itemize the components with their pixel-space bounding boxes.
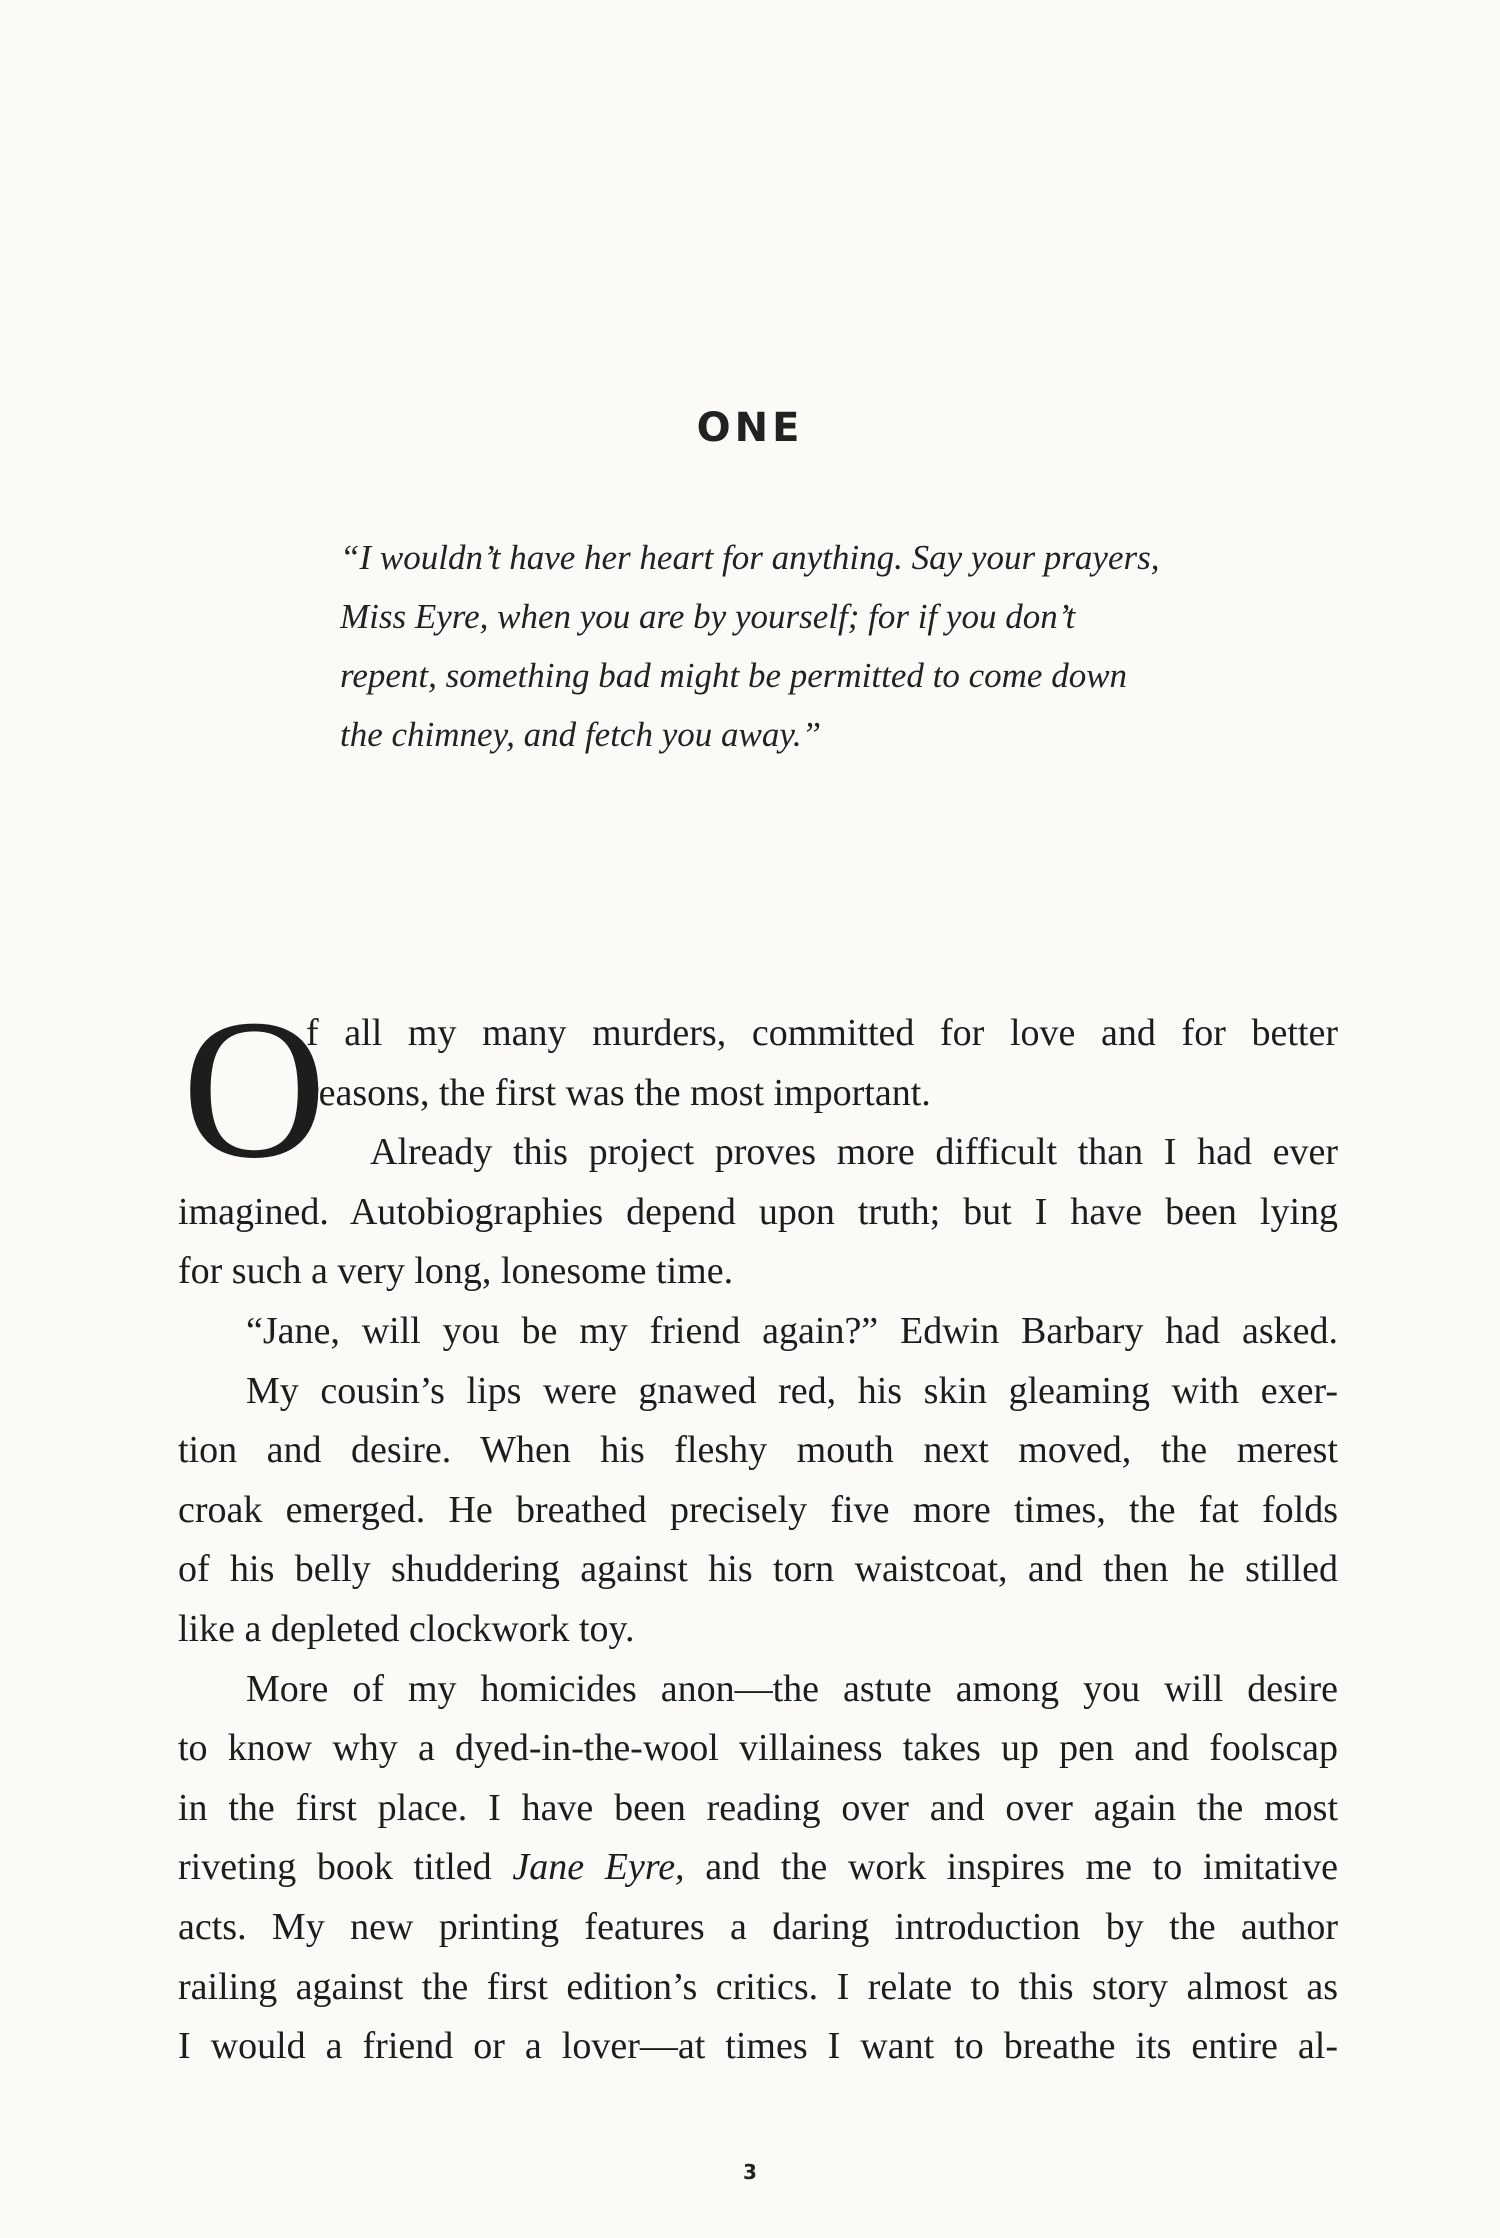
- body-line: in the first place. I have been reading over and over again the most: [178, 1786, 1338, 1829]
- drop-cap: O: [182, 979, 327, 1200]
- body-line: to know why a dyed-in-the-wool villainess takes up pen and foolscap: [178, 1727, 1338, 1770]
- body-line: “Jane, will you be my friend again?” Edwin Barbary had asked.: [246, 1309, 1338, 1352]
- body-line: f all my many murders, committed for love and for better: [306, 1012, 1338, 1054]
- body-line: croak emerged. He breathed precisely five more times, the fat folds: [178, 1488, 1338, 1531]
- body-line: railing against the first edition’s critics. I relate to this story almost as: [178, 1965, 1338, 2008]
- chapter-title: ONE: [696, 405, 804, 451]
- book-title: Jane Eyre,: [512, 1846, 685, 1889]
- body-line: acts. My new printing features a daring introduction by the author: [178, 1905, 1338, 1948]
- body-line: [178, 1838, 1338, 1898]
- body-line-segment: riveting book titled: [178, 1846, 513, 1889]
- body-line: tion and desire. When his fleshy mouth next moved, the merest: [178, 1429, 1338, 1472]
- body-line: of his belly shuddering against his torn waistcoat, and then he stilled: [178, 1548, 1338, 1591]
- epigraph-line: Miss Eyre, when you are by yourself; for if you don’t: [340, 597, 1076, 636]
- body-line: imagined. Autobiographies depend upon truth; but I have been lying: [178, 1190, 1338, 1233]
- page-number: 3: [743, 2160, 757, 2184]
- body-line: I would a friend or a lover—at times I want to breathe its entire al-: [178, 2025, 1338, 2068]
- epigraph-line: the chimney, and fetch you away.”: [340, 715, 822, 754]
- body-line: like a depleted clockwork toy.: [178, 1607, 635, 1650]
- body-line: for such a very long, lonesome time.: [178, 1250, 734, 1293]
- body-line: reasons, the first was the most important.: [306, 1071, 931, 1114]
- body-line: Already this project proves more difficult than I had ever: [370, 1131, 1338, 1174]
- epigraph: [340, 528, 1240, 764]
- body-line-segment: and the work inspires me to imitative: [684, 1846, 1338, 1889]
- body-line: More of my homicides anon—the astute among you will desire: [246, 1667, 1338, 1710]
- body-text: [178, 1004, 1338, 2077]
- epigraph-line: “I wouldn’t have her heart for anything. Say your prayers,: [340, 538, 1160, 577]
- epigraph-line: repent, something bad might be permitted to come down: [340, 656, 1128, 695]
- body-line: My cousin’s lips were gnawed red, his skin gleaming with exer-: [246, 1369, 1338, 1412]
